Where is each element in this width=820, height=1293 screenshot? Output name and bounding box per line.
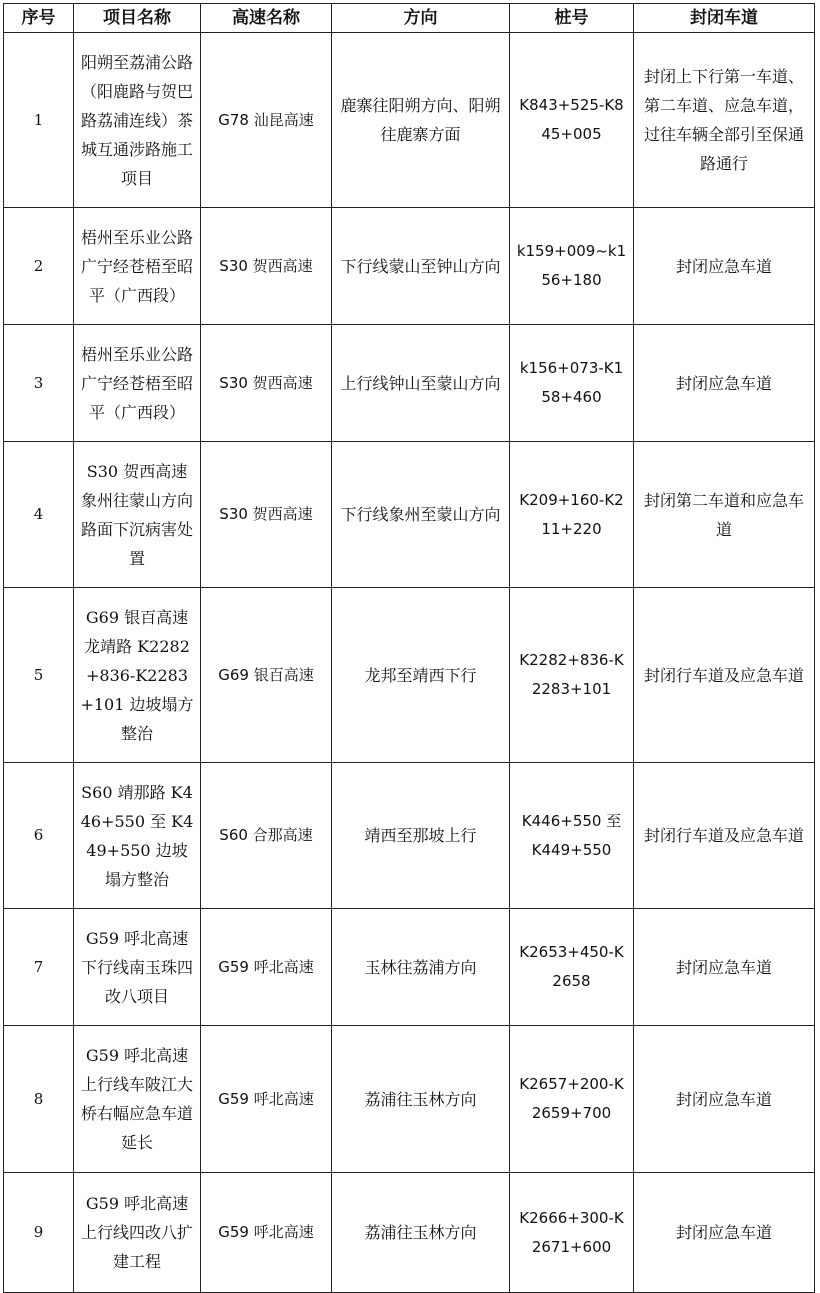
- row-no: 6: [4, 763, 74, 909]
- row-direction: 龙邦至靖西下行: [332, 588, 510, 763]
- row-no: 8: [4, 1026, 74, 1173]
- row-stake: k156+073-K158+460: [510, 325, 634, 442]
- row-project: 梧州至乐业公路广宁经苍梧至昭平（广西段）: [74, 325, 201, 442]
- table-row: [4, 442, 815, 588]
- row-direction: 荔浦往玉林方向: [332, 1173, 510, 1293]
- row-lanes: 封闭应急车道: [634, 1026, 815, 1173]
- row-lanes: 封闭上下行第一车道、第二车道、应急车道，过往车辆全部引至保通路通行: [634, 33, 815, 208]
- road-closure-table: [3, 3, 815, 1293]
- row-project: G59 呼北高速下行线南玉珠四改八项目: [74, 909, 201, 1026]
- row-project: 阳朔至荔浦公路（阳鹿路与贺巴路荔浦连线）茶城互通涉路施工项目: [74, 33, 201, 208]
- row-direction: 下行线象州至蒙山方向: [332, 442, 510, 588]
- row-project: S60 靖那路 K446+550 至 K449+550 边坡塌方整治: [74, 763, 201, 909]
- row-lanes: 封闭行车道及应急车道: [634, 588, 815, 763]
- table-row: [4, 588, 815, 763]
- table-row: [4, 208, 815, 325]
- row-stake: K2657+200-K2659+700: [510, 1026, 634, 1173]
- header-stake: 桩号: [510, 4, 634, 33]
- row-no: 9: [4, 1173, 74, 1293]
- row-direction: 玉林往荔浦方向: [332, 909, 510, 1026]
- row-lanes: 封闭行车道及应急车道: [634, 763, 815, 909]
- row-no: 4: [4, 442, 74, 588]
- table-row: [4, 33, 815, 208]
- row-highway: G69 银百高速: [201, 588, 332, 763]
- row-stake: K2282+836-K2283+101: [510, 588, 634, 763]
- row-highway: S60 合那高速: [201, 763, 332, 909]
- row-stake: k159+009~k156+180: [510, 208, 634, 325]
- row-project: G69 银百高速龙靖路 K2282+836-K2283+101 边坡塌方整治: [74, 588, 201, 763]
- table-row: [4, 325, 815, 442]
- row-lanes: 封闭第二车道和应急车道: [634, 442, 815, 588]
- row-lanes: 封闭应急车道: [634, 208, 815, 325]
- row-direction: 荔浦往玉林方向: [332, 1026, 510, 1173]
- table-header-row: [4, 4, 815, 33]
- row-highway: G59 呼北高速: [201, 1173, 332, 1293]
- row-no: 3: [4, 325, 74, 442]
- header-project: 项目名称: [74, 4, 201, 33]
- header-no: 序号: [4, 4, 74, 33]
- row-no: 7: [4, 909, 74, 1026]
- row-highway: G59 呼北高速: [201, 909, 332, 1026]
- row-direction: 下行线蒙山至钟山方向: [332, 208, 510, 325]
- row-no: 2: [4, 208, 74, 325]
- row-highway: S30 贺西高速: [201, 208, 332, 325]
- row-stake: K2666+300-K2671+600: [510, 1173, 634, 1293]
- row-lanes: 封闭应急车道: [634, 1173, 815, 1293]
- row-highway: G78 汕昆高速: [201, 33, 332, 208]
- table-row: [4, 1173, 815, 1293]
- header-lanes: 封闭车道: [634, 4, 815, 33]
- row-no: 1: [4, 33, 74, 208]
- row-lanes: 封闭应急车道: [634, 909, 815, 1026]
- row-no: 5: [4, 588, 74, 763]
- row-project: G59 呼北高速上行线车陂江大桥右幅应急车道延长: [74, 1026, 201, 1173]
- row-stake: K843+525-K845+005: [510, 33, 634, 208]
- row-direction: 鹿寨往阳朔方向、阳朔往鹿寨方面: [332, 33, 510, 208]
- row-project: 梧州至乐业公路广宁经苍梧至昭平（广西段）: [74, 208, 201, 325]
- header-highway: 高速名称: [201, 4, 332, 33]
- table-row: [4, 1026, 815, 1173]
- row-project: G59 呼北高速上行线四改八扩建工程: [74, 1173, 201, 1293]
- row-stake: K2653+450-K2658: [510, 909, 634, 1026]
- row-direction: 靖西至那坡上行: [332, 763, 510, 909]
- row-highway: S30 贺西高速: [201, 325, 332, 442]
- row-lanes: 封闭应急车道: [634, 325, 815, 442]
- row-highway: S30 贺西高速: [201, 442, 332, 588]
- header-direction: 方向: [332, 4, 510, 33]
- row-highway: G59 呼北高速: [201, 1026, 332, 1173]
- row-stake: K446+550 至 K449+550: [510, 763, 634, 909]
- row-stake: K209+160-K211+220: [510, 442, 634, 588]
- table-row: [4, 763, 815, 909]
- table-row: [4, 909, 815, 1026]
- row-project: S30 贺西高速象州往蒙山方向路面下沉病害处置: [74, 442, 201, 588]
- row-direction: 上行线钟山至蒙山方向: [332, 325, 510, 442]
